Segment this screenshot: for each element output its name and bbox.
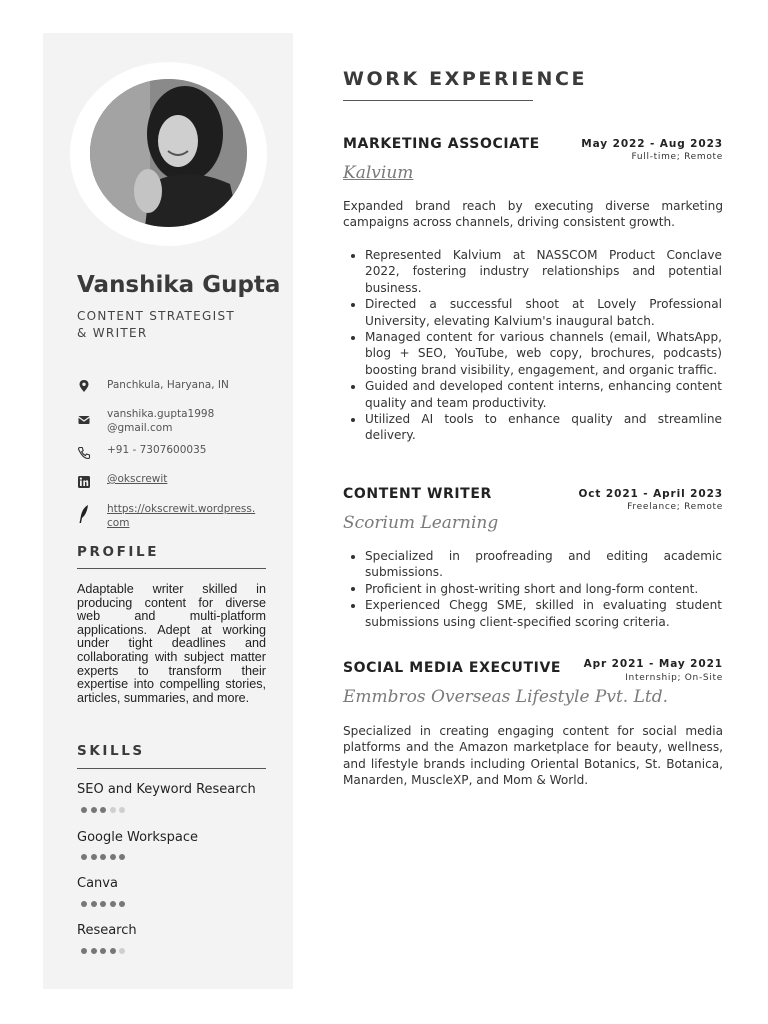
- job-dates: May 2022 - Aug 2023: [581, 138, 723, 150]
- job-title: CONTENT WRITER: [343, 486, 492, 502]
- skill-name: Research: [77, 923, 137, 938]
- list-item: Experienced Chegg SME, skilled in evaluating student submissions using client-specified scoring criteria.: [365, 598, 722, 629]
- skill-dot: [110, 807, 116, 813]
- skill-dot: [110, 901, 116, 907]
- list-item: Managed content for various channels (email, WhatsApp, blog + SEO, YouTube, web copy, brochures, podcasts) boosting brand visibility, engagement, and organic traffic.: [365, 330, 722, 377]
- work-experience-heading: WORK EXPERIENCE: [343, 68, 588, 90]
- skills-divider: [77, 768, 266, 769]
- job-dates: Oct 2021 - April 2023: [578, 488, 723, 500]
- company-name: Scorium Learning: [343, 513, 499, 533]
- skill-dot: [81, 901, 87, 907]
- contact-location: [77, 378, 277, 393]
- quill-icon: [77, 504, 91, 524]
- candidate-name: Vanshika Gupta: [77, 272, 281, 298]
- skill-dot: [81, 854, 87, 860]
- job-bullets: [365, 247, 722, 444]
- skill-dot: [81, 807, 87, 813]
- skill-dot: [91, 807, 97, 813]
- profile-divider: [77, 568, 266, 569]
- work-experience-divider: [343, 100, 533, 101]
- skill-dot: [119, 901, 125, 907]
- skill-rating: [81, 901, 129, 907]
- skill-name: SEO and Keyword Research: [77, 782, 256, 797]
- website-link[interactable]: https://okscrewit.wordpress.com: [107, 503, 256, 529]
- skill-name: Canva: [77, 876, 118, 891]
- contact-email[interactable]: [77, 407, 277, 435]
- skill-dot: [100, 807, 106, 813]
- skill-dot: [100, 901, 106, 907]
- profile-heading: PROFILE: [77, 544, 160, 560]
- skill-name: Google Workspace: [77, 830, 199, 845]
- skill-dot: [100, 948, 106, 954]
- skill-rating: [81, 854, 129, 860]
- job-type: Full-time; Remote: [631, 152, 723, 162]
- job-title: SOCIAL MEDIA EXECUTIVE: [343, 660, 562, 676]
- list-item: Directed a successful shoot at Lovely Professional University, elevating Kalvium's inaugural batch.: [365, 297, 722, 328]
- company-name: Emmbros Overseas Lifestyle Pvt. Ltd.: [343, 687, 669, 707]
- contact-website[interactable]: [77, 502, 277, 530]
- job-dates: Apr 2021 - May 2021: [583, 658, 723, 670]
- skill-dot: [91, 948, 97, 954]
- skill-dot: [110, 854, 116, 860]
- skill-dot: [119, 854, 125, 860]
- email-text[interactable]: vanshika.gupta1998 @gmail.com: [107, 408, 215, 434]
- profile-photo: [90, 79, 247, 227]
- list-item: Guided and developed content interns, enhancing content quality and team productivity.: [365, 379, 722, 410]
- profile-text: Adaptable writer skilled in producing content for diverse web and multi-platform applications. Adept at working under tight deadlines and collaborating with subject matter experts to transform their expertise into compelling stories, articles, summaries, and more.: [77, 582, 266, 705]
- contact-phone[interactable]: [77, 443, 277, 460]
- job-title: MARKETING ASSOCIATE: [343, 136, 540, 152]
- phone-text[interactable]: +91 - 7307600035: [107, 444, 207, 456]
- job-type: Internship; On-Site: [625, 673, 723, 683]
- skill-dot: [91, 901, 97, 907]
- mail-icon: [77, 413, 91, 427]
- job-summary: Specialized in creating engaging content for social media platforms and the Amazon marketplace for beauty, wellness, and lifestyle brands including Oriental Botanics, St. Botanica, Manarden, MuscleXP, and Mom & World.: [343, 724, 723, 788]
- list-item: Utilized AI tools to enhance quality and streamline delivery.: [365, 412, 722, 443]
- skill-dot: [100, 854, 106, 860]
- skill-rating: [81, 948, 129, 954]
- job-type: Freelance; Remote: [627, 502, 723, 512]
- list-item: Specialized in proofreading and editing academic submissions.: [365, 549, 722, 580]
- skill-dot: [81, 948, 87, 954]
- list-item: Represented Kalvium at NASSCOM Product Conclave 2022, fostering industry relationships and potential business.: [365, 248, 722, 295]
- job-summary: Expanded brand reach by executing diverse marketing campaigns across channels, driving consistent growth.: [343, 199, 723, 230]
- linkedin-icon: [77, 475, 91, 489]
- list-item: Proficient in ghost-writing short and long-form content.: [365, 581, 722, 597]
- skills-heading: SKILLS: [77, 743, 145, 759]
- linkedin-link[interactable]: @okscrewit: [107, 473, 168, 485]
- tagline-text: CONTENT STRATEGIST & WRITER: [77, 309, 236, 340]
- job-bullets: [365, 548, 722, 630]
- skill-rating: [81, 807, 129, 813]
- phone-icon: [77, 446, 91, 460]
- company-name[interactable]: Kalvium: [343, 163, 414, 183]
- skill-dot: [119, 807, 125, 813]
- skill-dot: [119, 948, 125, 954]
- candidate-tagline: [77, 308, 277, 342]
- skill-dot: [110, 948, 116, 954]
- location-pin-icon: [77, 379, 91, 393]
- contact-linkedin[interactable]: [77, 472, 277, 489]
- skill-dot: [91, 854, 97, 860]
- location-text: Panchkula, Haryana, IN: [107, 379, 229, 391]
